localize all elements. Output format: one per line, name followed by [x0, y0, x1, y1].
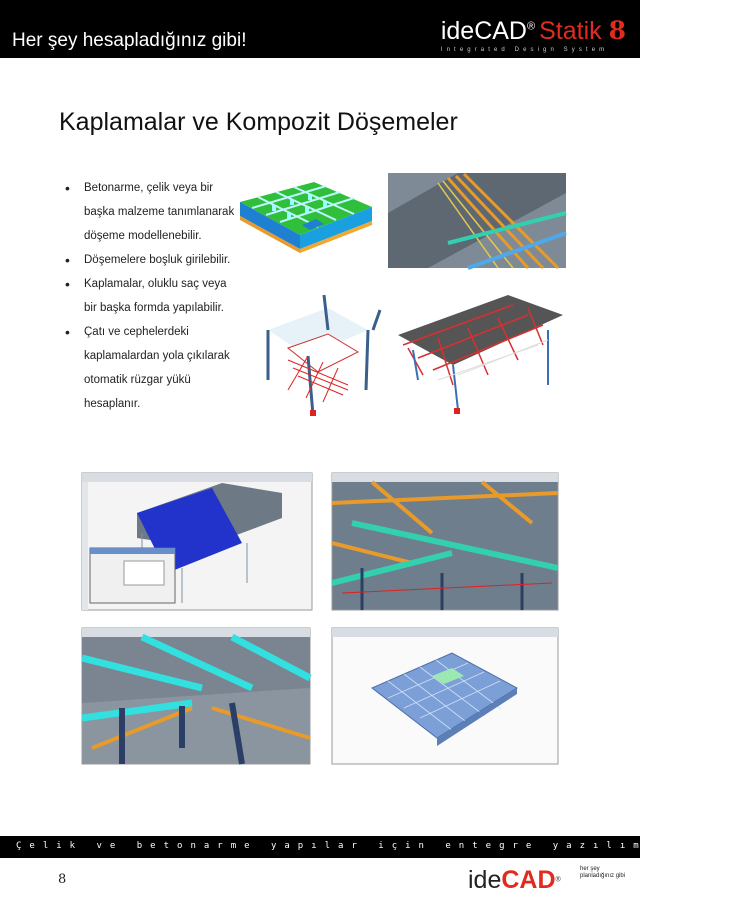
cladding-screenshot	[82, 473, 312, 610]
feature-item: • Döşemelere boşluk girilebilir.	[65, 248, 240, 272]
truss-roof-render	[398, 290, 563, 420]
page-number: 8	[58, 872, 67, 887]
slab-opening-render	[248, 290, 388, 420]
logo-reg: ®	[555, 876, 561, 884]
feature-list	[65, 176, 240, 416]
feature-item: • Kaplamalar, oluklu saç veya bir başka formda yapılabilir.	[65, 272, 240, 320]
brand-subtitle: Integrated Design System	[440, 47, 609, 53]
page-title: Kaplamalar ve Kompozit Döşemeler	[59, 108, 458, 136]
interior-beams-screenshot	[82, 628, 310, 764]
building-top-screenshot	[332, 628, 558, 764]
logo-note: her şey planladığınız gibi	[580, 866, 626, 879]
header-bar	[0, 0, 640, 58]
footer-bar	[0, 836, 741, 858]
truss-interior-screenshot	[332, 473, 558, 610]
logo-ide: ide	[468, 866, 502, 894]
roof-purlin-render	[388, 173, 566, 268]
feature-item: • Çatı ve cephelerdeki kaplamalardan yola çıkılarak otomatik rüzgar yükü hesaplanır.	[65, 320, 240, 416]
footer-slogan: Çelik ve betonarme yapılar için entegre yazılım çözümü	[16, 841, 741, 851]
brand-name: ideCAD	[440, 17, 527, 45]
brand-logo	[441, 16, 626, 53]
feature-item: • Betonarme, çelik veya bir başka malzeme tanımlanarak döşeme modellenebilir.	[65, 176, 240, 248]
brand-product: Statik	[539, 17, 602, 45]
logo-cad: CAD	[501, 866, 556, 894]
header-tagline: Her şey hesapladığınız gibi!	[12, 30, 247, 51]
footer-logo	[468, 866, 561, 895]
composite-slab-render	[232, 177, 377, 272]
brand-version: 8	[608, 16, 626, 45]
brand-reg: ®	[527, 20, 536, 33]
